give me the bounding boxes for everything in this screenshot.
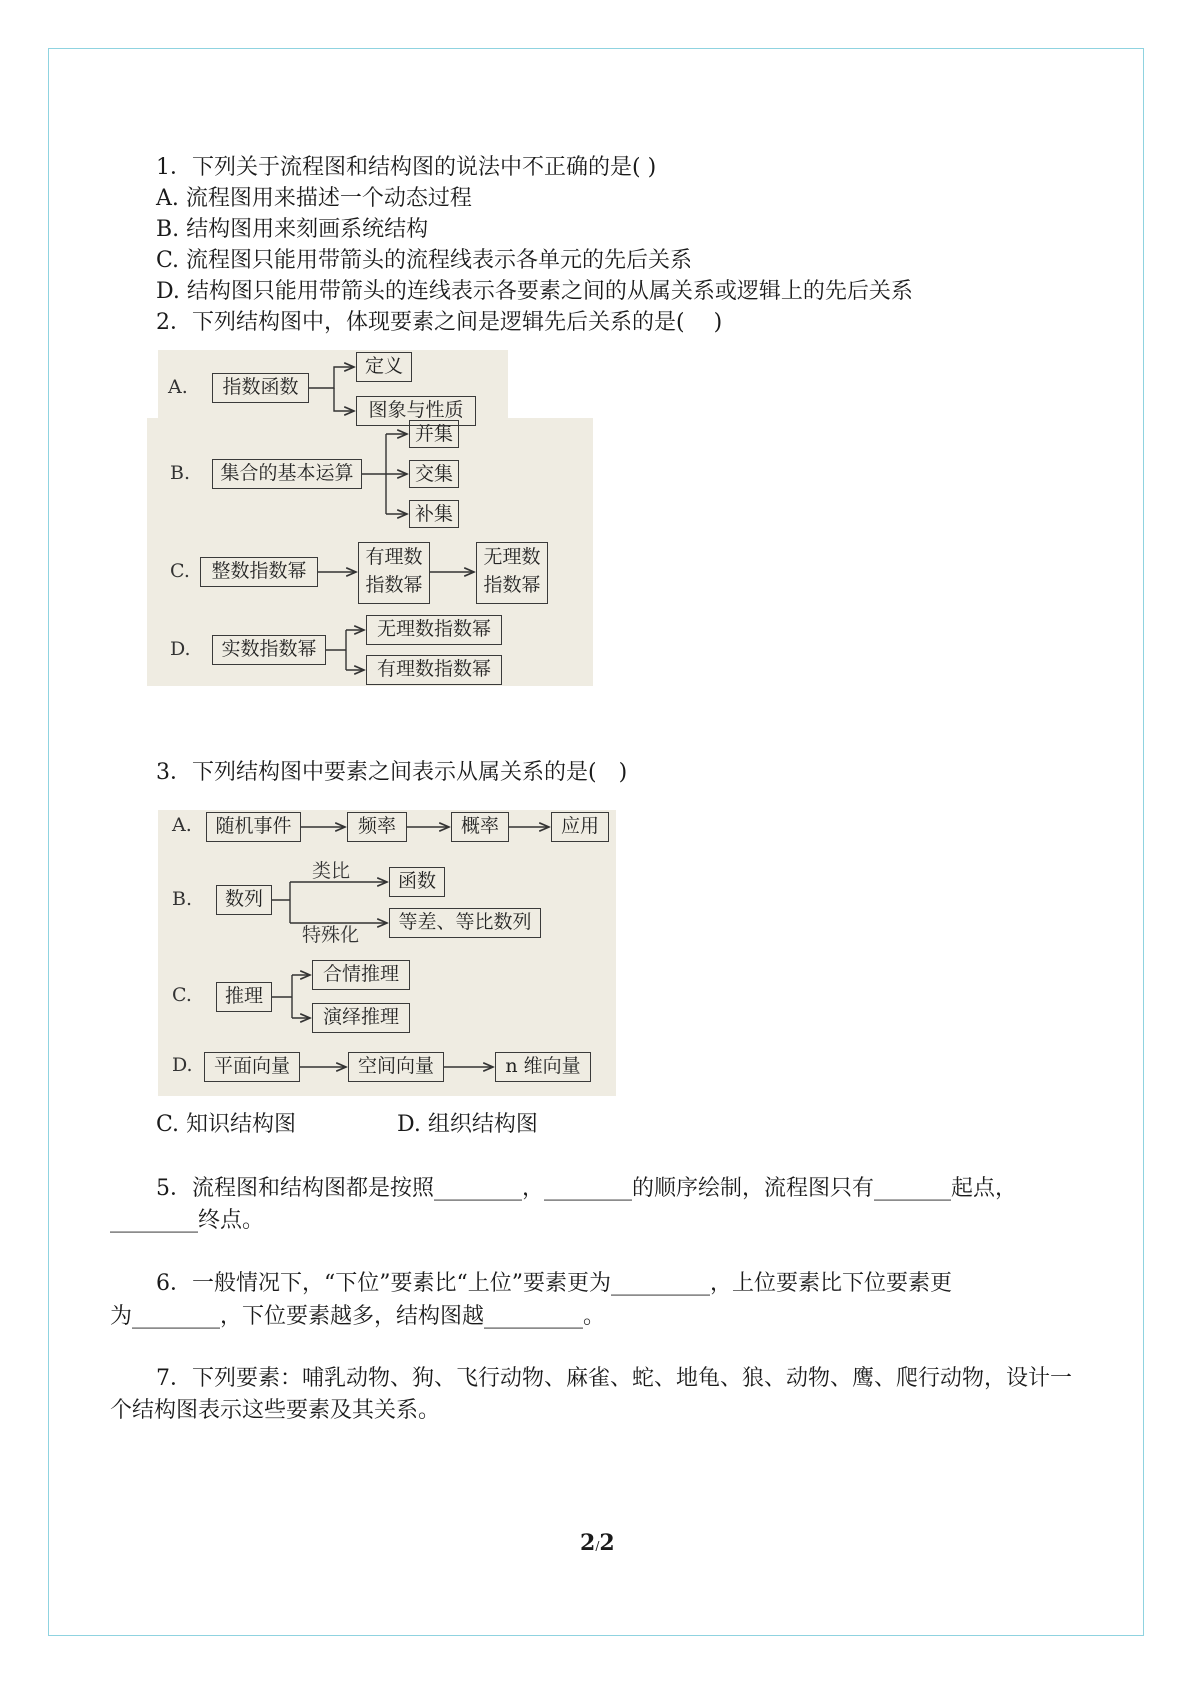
q3-c-child-1: 合情推理 <box>312 960 410 990</box>
q3-a-node-4: 应用 <box>551 812 609 842</box>
q3-b-child-2: 等差、等比数列 <box>389 908 541 938</box>
q2-d-child-1: 无理数指数幂 <box>366 615 502 645</box>
q2-a-root: 指数函数 <box>212 373 309 403</box>
q2-d-child-2: 有理数指数幂 <box>366 655 502 685</box>
page-current: 2 <box>580 1530 596 1556</box>
q2-c-label: C. <box>170 560 190 582</box>
q2-b-child-2: 交集 <box>409 460 459 488</box>
q3-d-label: D. <box>172 1054 193 1076</box>
q2-a-label: A. <box>168 376 188 398</box>
q7-line-1: 7．下列要素：哺乳动物、狗、飞行动物、麻雀、蛇、地龟、狼、动物、鹰、爬行动物，设计一 <box>156 1366 1073 1391</box>
q7-line-2: 个结构图表示这些要素及其关系。 <box>110 1398 441 1423</box>
q6-line-2: 为________，下位要素越多，结构图越_________。 <box>110 1304 606 1329</box>
q1-option-d: D. 结构图只能用带箭头的连线表示各要素之间的从属关系或逻辑上的先后关系 <box>156 279 913 304</box>
q3-b-edge-label-1: 类比 <box>312 860 351 882</box>
q4-option-c: C. 知识结构图 <box>156 1112 297 1137</box>
q3-a-node-3: 概率 <box>451 812 509 842</box>
q2-b-label: B. <box>170 462 191 484</box>
page-separator: / <box>595 1539 600 1553</box>
q3-c-root: 推理 <box>216 982 272 1012</box>
q2-stem: 2．下列结构图中，体现要素之间是逻辑先后关系的是( ) <box>156 310 723 335</box>
q2-d-label: D. <box>170 638 191 660</box>
q2-b-child-3: 补集 <box>409 500 459 528</box>
q3-b-edge-label-2: 特殊化 <box>302 924 360 946</box>
q3-a-label: A. <box>172 814 192 836</box>
page-total: 2 <box>599 1530 615 1556</box>
q5-line-2: ________终点。 <box>110 1208 265 1233</box>
q1-option-b: B. 结构图用来刻画系统结构 <box>156 217 429 242</box>
q3-b-label: B. <box>172 888 193 910</box>
q3-c-child-2: 演绎推理 <box>312 1003 410 1033</box>
q3-stem: 3．下列结构图中要素之间表示从属关系的是( ) <box>156 760 628 785</box>
q2-b-child-1: 并集 <box>409 420 459 448</box>
q2-b-root: 集合的基本运算 <box>212 459 362 489</box>
q2-c-node-2: 有理数指数幂 <box>358 542 430 604</box>
q3-a-node-2: 频率 <box>347 812 407 842</box>
q2-c-node-3: 无理数指数幂 <box>476 542 548 604</box>
q2-d-root: 实数指数幂 <box>212 635 326 665</box>
q2-c-node-1: 整数指数幂 <box>200 557 318 587</box>
q3-b-child-1: 函数 <box>389 867 445 897</box>
q3-d-node-3: n 维向量 <box>495 1052 591 1082</box>
q5-line-1: 5．流程图和结构图都是按照________，________的顺序绘制，流程图只有_______起点， <box>156 1176 1017 1201</box>
q3-a-node-1: 随机事件 <box>206 812 301 842</box>
q3-b-root: 数列 <box>216 885 272 915</box>
q2-a-child-2: 图象与性质 <box>356 396 476 426</box>
page-number <box>580 1530 615 1556</box>
q1-option-c: C. 流程图只能用带箭头的流程线表示各单元的先后关系 <box>156 248 693 273</box>
q1-option-a: A. 流程图用来描述一个动态过程 <box>156 186 472 211</box>
q4-option-d: D. 组织结构图 <box>397 1112 538 1137</box>
q6-line-1: 6．一般情况下，“下位”要素比“上位”要素更为_________，上位要素比下位要素更 <box>156 1271 952 1296</box>
q3-d-node-2: 空间向量 <box>348 1052 444 1082</box>
q2-a-child-1: 定义 <box>356 352 412 382</box>
q1-stem: 1．下列关于流程图和结构图的说法中不正确的是( ) <box>156 155 657 180</box>
q3-c-label: C. <box>172 984 192 1006</box>
q3-d-node-1: 平面向量 <box>204 1052 300 1082</box>
